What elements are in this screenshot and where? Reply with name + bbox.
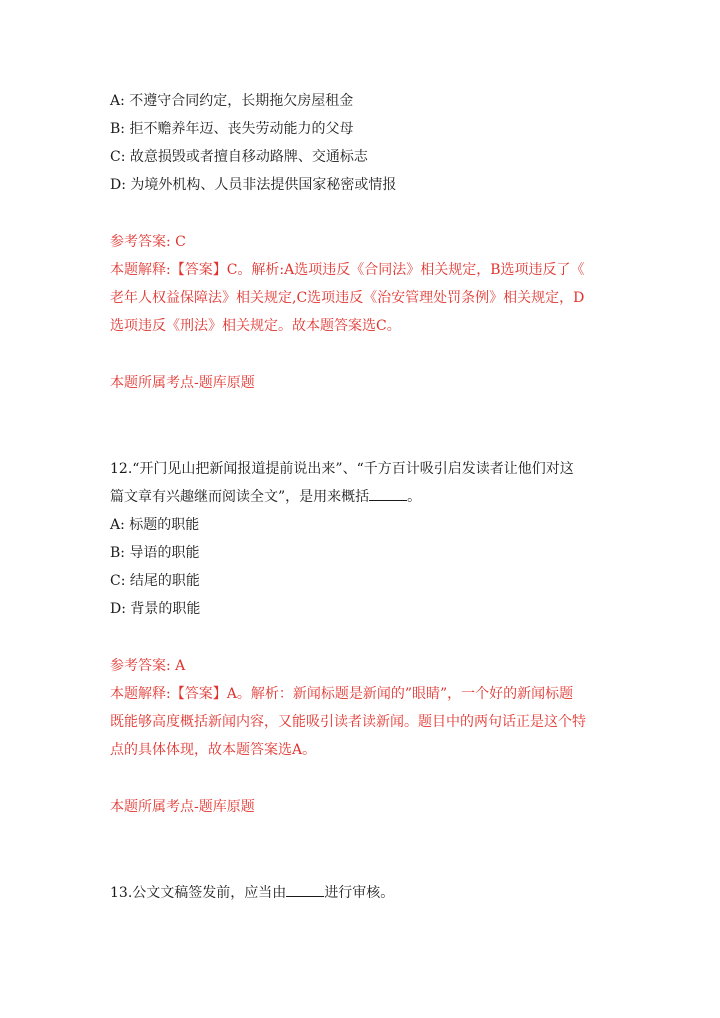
q11-answer: 参考答案: C [110,234,186,250]
q11-explanation-line-2: 老年人权益保障法》相关规定,C选项违反《治安管理处罚条例》相关规定，D [110,290,585,306]
q13-stem [110,883,394,903]
q13-stem-text: 13.公文文稿签发前，应当由 [110,885,287,901]
q12-stem-text: 篇文章有兴趣继而阅读全文”，是用来概括 [110,489,370,505]
q12-topic: 本题所属考点-题库原题 [110,799,255,815]
q12-explanation-line-1: 本题解释:【答案】A。解析：新闻标题是新闻的”眼睛”，一个好的新闻标题 [110,686,574,702]
q11-option-d: D: 为境外机构、人员非法提供国家秘密或情报 [110,177,397,193]
q11-explanation-line-3: 选项违反《刑法》相关规定。故本题答案选C。 [110,318,401,334]
q12-stem-line-2 [110,487,421,507]
q13-fill-blank [286,883,324,897]
q12-stem-end: 。 [407,489,422,505]
q11-option-a: A: 不遵守合同约定，长期拖欠房屋租金 [110,93,354,109]
q12-fill-blank [369,487,407,501]
q11-topic: 本题所属考点-题库原题 [110,375,255,391]
q13-stem-end: 进行审核。 [324,885,395,901]
q12-option-b: B: 导语的职能 [110,545,200,561]
q12-stem-line-1: 12.“开门见山把新闻报道提前说出来”、“千方百计吸引启发读者让他们对这 [110,461,574,477]
q12-explanation-line-3: 点的具体体现，故本题答案选A。 [110,742,317,758]
q12-option-a: A: 标题的职能 [110,517,200,533]
q11-explanation-line-1: 本题解释:【答案】C。解析:A选项违反《合同法》相关规定，B选项违反了《 [110,262,585,278]
q12-option-d: D: 背景的职能 [110,601,201,617]
q11-option-b: B: 拒不赡养年迈、丧失劳动能力的父母 [110,121,354,137]
q12-option-c: C: 结尾的职能 [110,573,200,589]
q12-explanation-line-2: 既能够高度概括新闻内容，又能吸引读者读新闻。题目中的两句话正是这个特 [110,714,586,730]
q11-option-c: C: 故意损毁或者擅自移动路牌、交通标志 [110,149,368,165]
q12-answer: 参考答案: A [110,658,186,674]
